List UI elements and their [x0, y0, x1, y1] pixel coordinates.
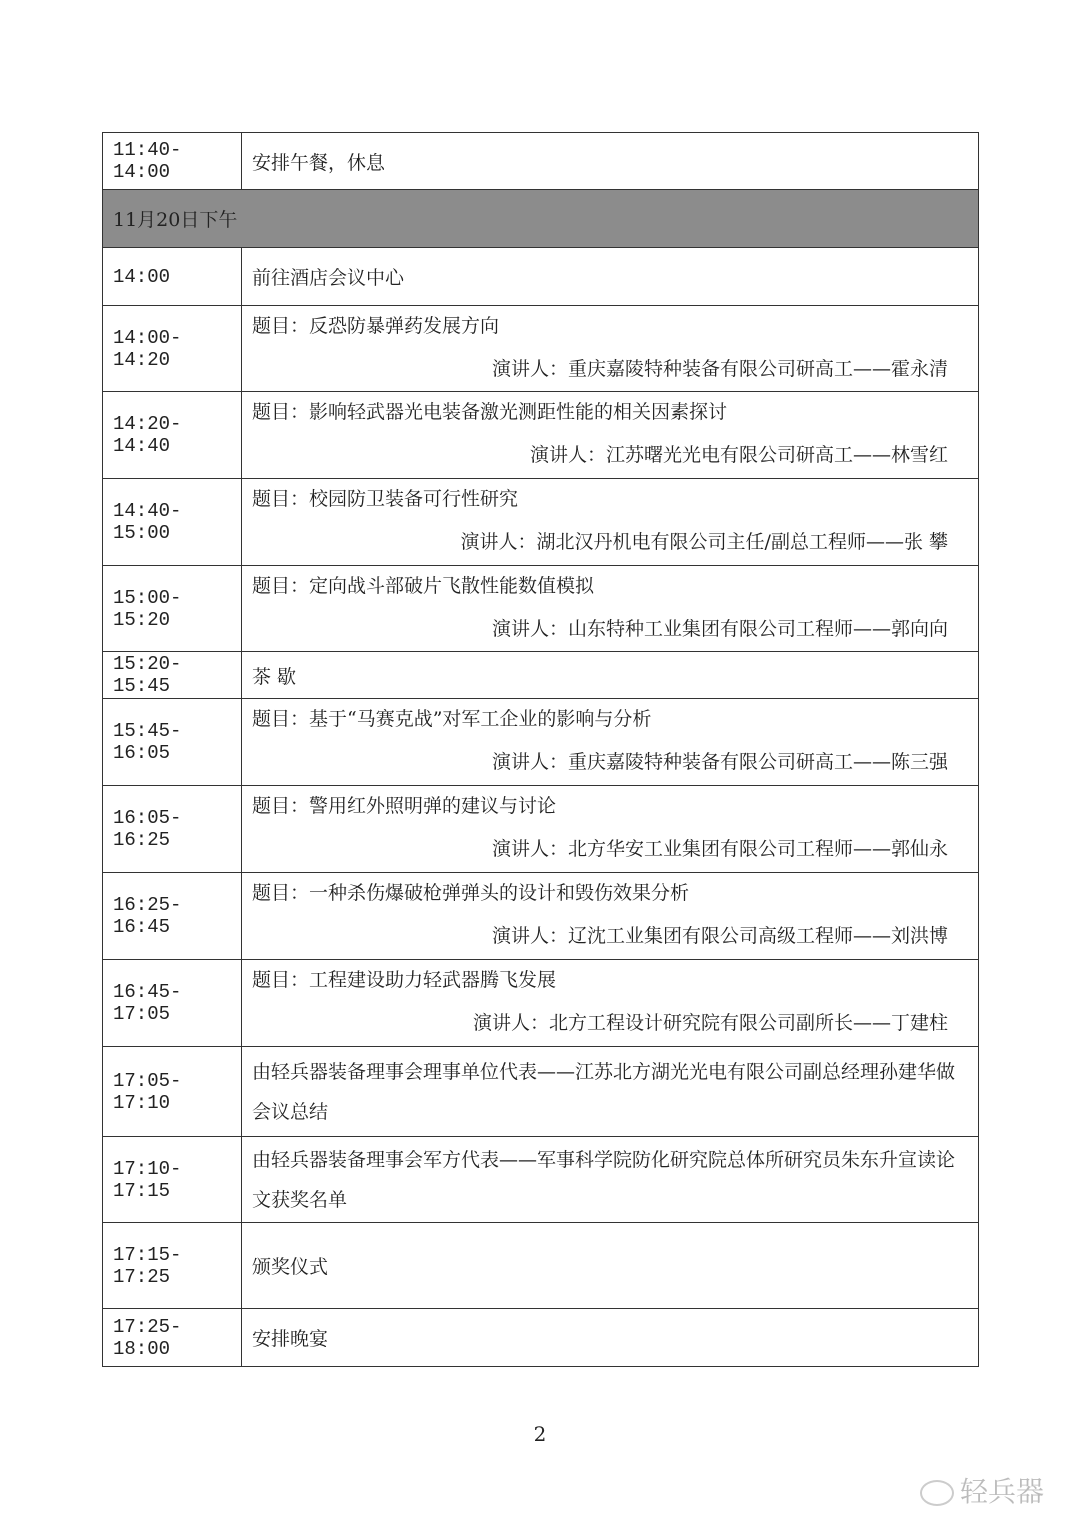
- session-speaker: 演讲人：重庆嘉陵特种装备有限公司研高工——霍永清: [491, 357, 948, 380]
- time-cell: 17:15-17:25: [103, 1223, 242, 1309]
- session-title: 题目：基于“马赛克战”对军工企业的影响与分析: [252, 708, 652, 730]
- time-cell: 15:20-15:45: [103, 652, 242, 699]
- session-title: 题目：定向战斗部破片飞散性能数值模拟: [252, 574, 595, 597]
- time-cell: 15:45-16:05: [103, 699, 242, 786]
- time-cell: 14:00-14:20: [103, 306, 242, 392]
- session-title: 题目：校园防卫装备可行性研究: [252, 488, 519, 510]
- session-cell: [242, 786, 979, 873]
- session-title: 题目：工程建设助力轻武器腾飞发展: [252, 969, 557, 991]
- schedule-row: [103, 873, 979, 960]
- session-title: 题目：影响轻武器光电装备激光测距性能的相关因素探讨: [252, 401, 728, 423]
- time-cell: 16:45-17:05: [103, 960, 242, 1047]
- activity-cell: 前往酒店会议中心: [242, 248, 979, 306]
- session-speaker: 演讲人：湖北汉丹机电有限公司主任/副总工程师——张 攀: [460, 531, 948, 553]
- session-cell: [242, 479, 979, 566]
- schedule-row: [103, 1309, 979, 1367]
- schedule-row: [103, 699, 979, 786]
- time-cell: 17:25-18:00: [103, 1309, 242, 1367]
- schedule-row: [103, 479, 979, 566]
- schedule-row: [103, 1047, 979, 1137]
- time-cell: 14:20-14:40: [103, 392, 242, 479]
- activity-cell: 茶 歇: [242, 652, 979, 699]
- watermark-text: 轻兵器: [960, 1475, 1045, 1508]
- schedule-row: [103, 1223, 979, 1309]
- watermark: [920, 1470, 1044, 1510]
- wechat-icon: [920, 1480, 954, 1506]
- session-title: 题目：反恐防暴弹药发展方向: [252, 314, 500, 337]
- session-cell: [242, 392, 979, 479]
- session-speaker: 演讲人：山东特种工业集团有限公司工程师——郭向向: [491, 617, 948, 640]
- session-title: 题目：一种杀伤爆破枪弹弹头的设计和毁伤效果分析: [252, 882, 690, 904]
- time-cell: 15:00-15:20: [103, 566, 242, 652]
- schedule-row: [103, 1137, 979, 1223]
- session-speaker: 演讲人：北方华安工业集团有限公司工程师——郭仙永: [491, 838, 948, 860]
- session-cell: [242, 306, 979, 392]
- schedule-row: [103, 566, 979, 652]
- page-number: 2: [533, 1422, 547, 1446]
- time-cell: 14:00: [103, 248, 242, 306]
- time-cell: 16:05-16:25: [103, 786, 242, 873]
- session-cell: [242, 873, 979, 960]
- schedule-table: [102, 132, 979, 1367]
- schedule-row: [103, 248, 979, 306]
- activity-cell: 颁奖仪式: [242, 1223, 979, 1309]
- section-header: 11月20日下午: [103, 190, 979, 248]
- schedule-row: [103, 392, 979, 479]
- session-cell: [242, 960, 979, 1047]
- schedule-row: [103, 786, 979, 873]
- time-cell: 16:25-16:45: [103, 873, 242, 960]
- session-speaker: 演讲人：北方工程设计研究院有限公司副所长——丁建柱: [472, 1012, 948, 1034]
- session-cell: [242, 566, 979, 652]
- schedule-row: [103, 133, 979, 190]
- activity-cell: 由轻兵器装备理事会理事单位代表——江苏北方湖光光电有限公司副总经理孙建华做会议总结: [242, 1047, 979, 1137]
- session-speaker: 演讲人：辽沈工业集团有限公司高级工程师——刘洪博: [491, 925, 948, 947]
- schedule-row: [103, 652, 979, 699]
- time-cell: 11:40-14:00: [103, 133, 242, 190]
- schedule-row: [103, 190, 979, 248]
- activity-cell: 安排午餐，休息: [242, 133, 979, 190]
- time-cell: 17:10-17:15: [103, 1137, 242, 1223]
- time-cell: 17:05-17:10: [103, 1047, 242, 1137]
- activity-cell: 由轻兵器装备理事会军方代表——军事科学院防化研究院总体所研究员朱东升宣读论文获奖名单: [242, 1137, 979, 1223]
- activity-cell: 安排晚宴: [242, 1309, 979, 1367]
- schedule-row: [103, 960, 979, 1047]
- session-speaker: 演讲人：重庆嘉陵特种装备有限公司研高工——陈三强: [491, 751, 948, 773]
- schedule-row: [103, 306, 979, 392]
- time-cell: 14:40-15:00: [103, 479, 242, 566]
- session-title: 题目：警用红外照明弹的建议与讨论: [252, 795, 557, 817]
- session-speaker: 演讲人：江苏曙光光电有限公司研高工——林雪红: [529, 444, 948, 466]
- session-cell: [242, 699, 979, 786]
